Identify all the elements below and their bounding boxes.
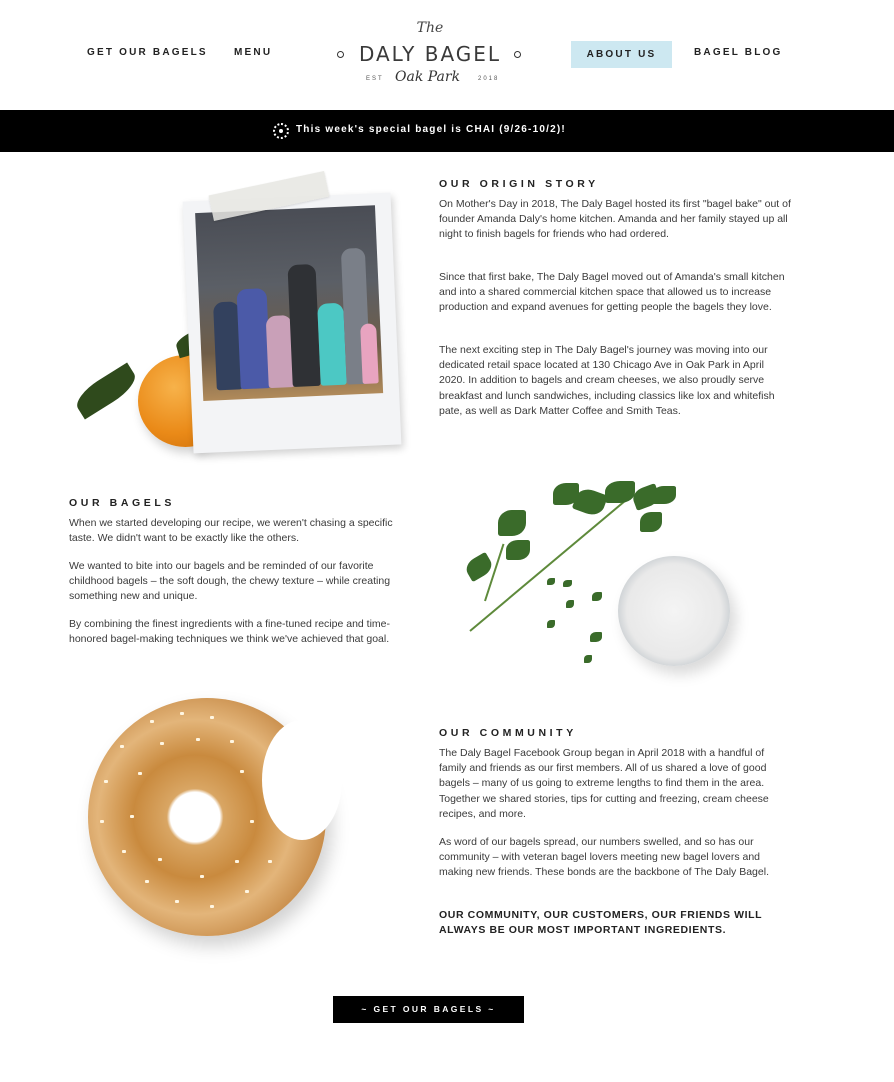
community-closing-statement: OUR COMMUNITY, OUR CUSTOMERS, OUR FRIENDS WILL ALWAYS BE OUR MOST IMPORTANT INGREDIENTS. bbox=[439, 909, 762, 937]
logo[interactable] bbox=[335, 16, 525, 96]
get-our-bagels-button[interactable] bbox=[333, 996, 524, 1023]
logo-the: The bbox=[416, 20, 444, 36]
community-title: OUR COMMUNITY bbox=[439, 727, 577, 739]
origin-paragraph-3: The next exciting step in The Daly Bagel's journey was moving into our dedicated retail space located at 130 Chicago Ave in Oak Park in April 2020. In addition to bagels and cream cheeses, we also proudly serve breakfast and lunch sandwiches, including classics like lox and whitefish pate, as well as Dark Matter Coffee and Smith Teas. bbox=[439, 344, 775, 417]
nav-about-us-label: ABOUT US bbox=[586, 49, 657, 60]
bagels-paragraph-2: We wanted to bite into our bagels and be reminded of our favorite childhood bagels – the soft dough, the chewy texture – while creating something new and unique. bbox=[69, 560, 391, 603]
announcement-bar bbox=[0, 110, 894, 152]
site-header bbox=[0, 0, 894, 110]
nav-get-our-bagels[interactable]: GET OUR BAGELS bbox=[87, 47, 208, 58]
origin-paragraph-2: Since that first bake, The Daly Bagel moved out of Amanda's small kitchen and into a shared commercial kitchen space that allowed us to increase production and expand avenues for getting people the bagels they love. bbox=[439, 271, 785, 314]
logo-name: DALY BAGEL bbox=[358, 42, 502, 66]
logo-dot-right bbox=[514, 51, 521, 58]
nav-menu[interactable]: MENU bbox=[234, 47, 273, 58]
origin-title: OUR ORIGIN STORY bbox=[439, 178, 599, 190]
community-paragraph-1: The Daly Bagel Facebook Group began in April 2018 with a handful of family and friends as our first members. All of us shared a love of good bagels – many of us going to extreme lengths to find them in the area. Together we shared stories, tips for cutting and freezing, cream cheese recipes, and more. bbox=[439, 747, 769, 820]
nav-about-us[interactable] bbox=[571, 41, 672, 68]
leaf-image bbox=[71, 362, 141, 419]
family-photo-image bbox=[195, 205, 383, 401]
family-photo bbox=[183, 193, 402, 454]
logo-est: EST bbox=[366, 76, 384, 82]
bagels-paragraph-3: By combining the finest ingredients with a fine-tuned recipe and time-honored bagel-making techniques we think we've achieved that goal. bbox=[69, 618, 391, 646]
origin-paragraph-1: On Mother's Day in 2018, The Daly Bagel hosted its first "bagel bake" out of founder Amanda Daly's home kitchen. Amanda and her family stayed up all night to finish bagels for friends who had ordered. bbox=[439, 198, 791, 241]
bagels-title: OUR BAGELS bbox=[69, 497, 176, 509]
community-paragraph-2: As word of our bagels spread, our numbers swelled, and so has our community – with veteran bagel lovers meeting new bagel lovers and making new friends. These bonds are the backbone of The Daly Bagel. bbox=[439, 836, 769, 879]
nav-bagel-blog[interactable]: BAGEL BLOG bbox=[694, 47, 783, 58]
bagel-bite bbox=[262, 720, 342, 840]
logo-year: 2018 bbox=[478, 76, 500, 82]
get-our-bagels-button-label: ~ GET OUR BAGELS ~ bbox=[361, 1004, 496, 1014]
logo-place: Oak Park bbox=[395, 69, 461, 85]
sun-icon bbox=[273, 123, 289, 139]
announcement-text: This week's special bagel is CHAI (9/26-10/2)! bbox=[296, 124, 566, 135]
bagels-paragraph-1: When we started developing our recipe, we weren't chasing a specific taste. We didn't want to be exactly like the others. bbox=[69, 517, 393, 545]
